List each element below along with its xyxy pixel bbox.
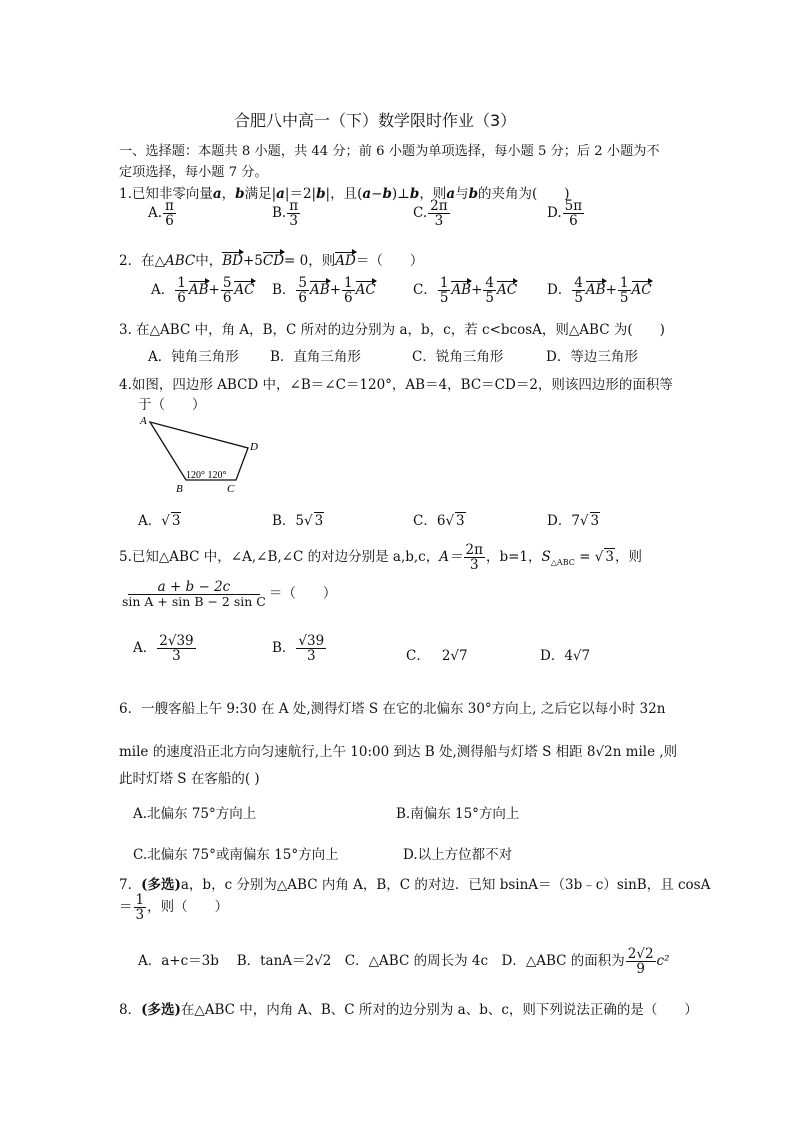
angle-label: 120° 120° [186, 470, 227, 481]
question-1: 1.已知非零向量a，b满足|a|＝2|b|，且(a−b)⊥b，则a与b的夹角为( ) [119, 186, 570, 202]
vertex-c-label: C [227, 483, 235, 495]
question-6-line2: mile 的速度沿正北方向匀速航行,上午 10:00 到达 B 处,测得船与灯塔 S 相距 8√2n mile ,则 [119, 744, 678, 760]
q1-option-d[interactable]: D. $\frac{5\pi}{6}$ [547, 198, 583, 230]
q1-option-a[interactable]: A. $\frac{\pi}{6}$ [148, 198, 174, 230]
q2-option-a[interactable]: A． $\frac{1}{6}$ AB+ $\frac{5}{6}$ AC [151, 275, 255, 307]
q5-option-d[interactable]: D．4√7 [540, 648, 591, 664]
question-7-line1: 7．(多选)a，b，c 分别为△ABC 内角 A，B，C 的对边．已知 bsinA＝（3b﹣c）sinB，且 cosA [119, 877, 711, 893]
q5-option-c[interactable]: C． 2√7 [406, 648, 468, 664]
vertex-a-label: A [140, 415, 147, 427]
q5-expression: $\frac{a + b - 2c}{\text{sin A + sin B − 2 sin C}}$ ＝（ ） [122, 579, 337, 610]
section-instructions-line2: 定项选择，每小题 7 分。 [119, 165, 268, 180]
q7-options[interactable]: A．a+c＝3b B．tanA＝2√2 C．△ABC 的周长为 4c D．△ABC 的面积为 $\frac{2√2}{9}$ c² [138, 946, 670, 978]
q5-option-a[interactable]: A． $\frac{2√39}{3}$ [133, 633, 194, 665]
q4-option-c[interactable]: C．6√ 3 [413, 513, 465, 529]
q6-option-c[interactable]: C.北偏东 75°或南偏东 15°方向上 [133, 847, 339, 863]
question-6-line1: 6．一艘客船上午 9:30 在 A 处,测得灯塔 S 在它的北偏东 30°方向上, 之后它以每小时 32n [119, 701, 666, 717]
page-title: 合肥八中高一（下）数学限时作业（3） [234, 111, 517, 130]
q1-option-c[interactable]: C. $\frac{2\pi}{3}$ [413, 198, 448, 230]
question-5: 5.已知△ABC 中，∠A,∠B,∠C 的对边分别是 a,b,c，A＝ $\frac{2\pi}{3}$ ，b=1，$S_{\triangle ABC}$ = √ 3，则 [119, 542, 642, 574]
q6-option-d[interactable]: D.以上方位都不对 [403, 847, 513, 863]
q1-option-b[interactable]: B. $\frac{\pi}{3}$ [272, 198, 299, 230]
question-4-line1: 4.如图，四边形 ABCD 中，∠B＝∠C＝120°，AB＝4，BC＝CD＝2，则该四边形的面积等 [119, 377, 673, 393]
q2-option-b[interactable]: B． $\frac{5}{6}$ AB+ $\frac{1}{6}$ AC [272, 275, 376, 307]
q3-option-b[interactable]: B．直角三角形 [270, 349, 361, 365]
question-3: 3. 在△ABC 中，角 A，B，C 所对的边分别为 a，b，c，若 c<bcosA，则△ABC 为( ) [119, 322, 665, 338]
q2-option-d[interactable]: D． $\frac{4}{5}$ AB+ $\frac{1}{5}$ AC [547, 275, 652, 307]
q3-option-d[interactable]: D．等边三角形 [546, 349, 638, 365]
vertex-d-label: D [250, 441, 258, 453]
q6-option-b[interactable]: B.南偏东 15°方向上 [396, 806, 520, 822]
q2-option-c[interactable]: C． $\frac{1}{5}$ AB+ $\frac{4}{5}$ AC [413, 275, 518, 307]
q4-option-b[interactable]: B．5√ 3 [272, 513, 324, 529]
q3-option-c[interactable]: C．锐角三角形 [412, 349, 504, 365]
q5-option-b[interactable]: B． $\frac{√39}{3}$ [272, 633, 325, 665]
q4-option-a[interactable]: A．√ 3 [138, 513, 181, 529]
question-7-line2: ＝ $\frac{1}{3}$ ，则（ ） [119, 892, 229, 924]
question-6-line3: 此时灯塔 S 在客船的( ) [119, 771, 260, 787]
quadrilateral-figure [136, 410, 266, 496]
vertex-b-label: B [176, 483, 183, 495]
q4-option-d[interactable]: D．7√ 3 [547, 513, 600, 529]
question-4-line2: 于（ ） [138, 397, 206, 413]
q6-option-a[interactable]: A.北偏东 75°方向上 [133, 806, 257, 822]
q3-option-a[interactable]: A．钝角三角形 [148, 349, 239, 365]
question-2: 2．在△ABC中，BD+5CD= 0，则AD＝（ ） [119, 253, 424, 269]
section-instructions-line1: 一、选择题：本题共 8 小题，共 44 分；前 6 小题为单项选择，每小题 5 分；后 2 小题为不 [119, 144, 660, 159]
question-8: 8．(多选)在△ABC 中，内角 A、B、C 所对的边分别为 a、b、c，则下列说法正确的是（ ） [119, 1002, 698, 1018]
